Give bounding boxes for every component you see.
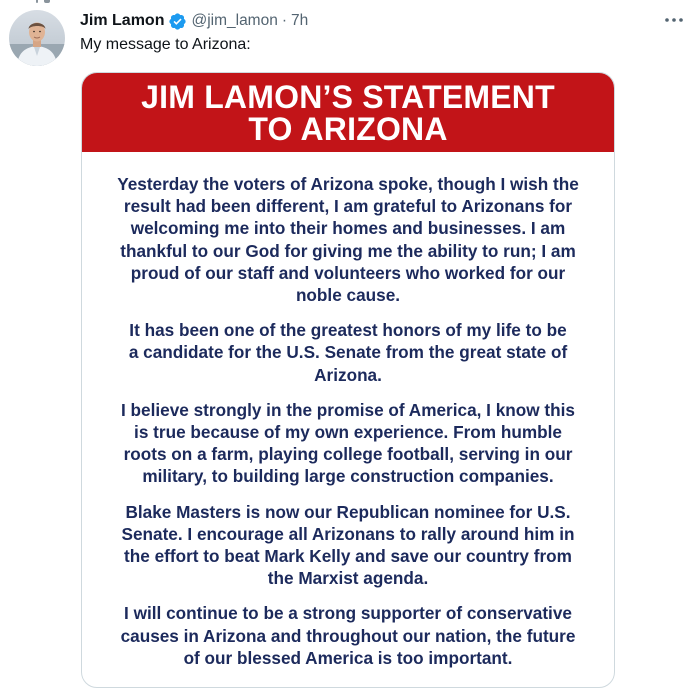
statement-line: thankful to our God for giving me the ability to run; I am	[120, 240, 576, 261]
author-display-name[interactable]: Jim Lamon	[80, 12, 165, 29]
previous-tweet-edge	[0, 0, 696, 6]
statement-line: result had been different, I am grateful to Arizonans for	[123, 196, 573, 217]
dot-separator: ·	[281, 12, 288, 29]
statement-line: noble cause.	[295, 285, 401, 306]
tweet-text: My message to Arizona:	[80, 36, 251, 53]
statement-title-line: TO ARIZONA	[248, 110, 448, 147]
statement-line: I will continue to be a strong supporter of conservative	[124, 603, 572, 624]
avatar-photo	[9, 10, 65, 66]
avatar[interactable]	[9, 10, 65, 66]
statement-paragraph	[90, 501, 606, 590]
statement-paragraph	[90, 173, 606, 306]
statement-paragraph	[90, 399, 606, 488]
statement-line: is true because of my own experience. From humble	[134, 422, 562, 443]
more-options-button[interactable]	[658, 6, 690, 34]
thread-line-fragment	[36, 0, 38, 3]
statement-line: Senate. I encourage all Arizonans to rally around him in	[121, 523, 575, 544]
statement-line: the effort to beat Mark Kelly and save our country from	[124, 546, 572, 567]
author-handle[interactable]: @jim_lamon	[191, 12, 278, 29]
statement-line: Blake Masters is now our Republican nominee for U.S.	[125, 501, 571, 522]
tweet-image[interactable]	[81, 72, 615, 688]
statement-title-banner	[82, 73, 614, 152]
more-horizontal-icon	[664, 17, 684, 23]
verified-badge-icon	[168, 12, 187, 31]
statement-body	[90, 173, 606, 669]
statement-line: military, to building large construction companies.	[142, 466, 554, 487]
statement-paragraph	[90, 602, 606, 669]
tweet-header	[80, 10, 308, 32]
statement-line: proud of our staff and volunteers who worked for our	[130, 262, 566, 283]
statement-line: a candidate for the U.S. Senate from the great state of	[128, 342, 568, 363]
statement-line: roots on a farm, playing college football, serving in our	[123, 444, 573, 465]
statement-line: the Marxist agenda.	[267, 568, 429, 589]
statement-paragraph	[90, 319, 606, 386]
tweet-timestamp[interactable]: 7h	[291, 12, 309, 29]
thread-line-fragment	[44, 0, 50, 3]
statement-line: Arizona.	[314, 364, 382, 385]
statement-line: I believe strongly in the promise of America, I know this	[121, 399, 575, 420]
statement-line: of our blessed America is too important.	[183, 647, 513, 668]
statement-line: causes in Arizona and throughout our nation, the future	[120, 625, 576, 646]
statement-line: It has been one of the greatest honors of my life to be	[129, 320, 567, 341]
statement-line: Yesterday the voters of Arizona spoke, though I wish the	[117, 174, 579, 194]
statement-line: welcoming me into their homes and businesses. I am	[130, 218, 566, 239]
statement-title-line: JIM LAMON’S STATEMENT	[141, 78, 555, 115]
